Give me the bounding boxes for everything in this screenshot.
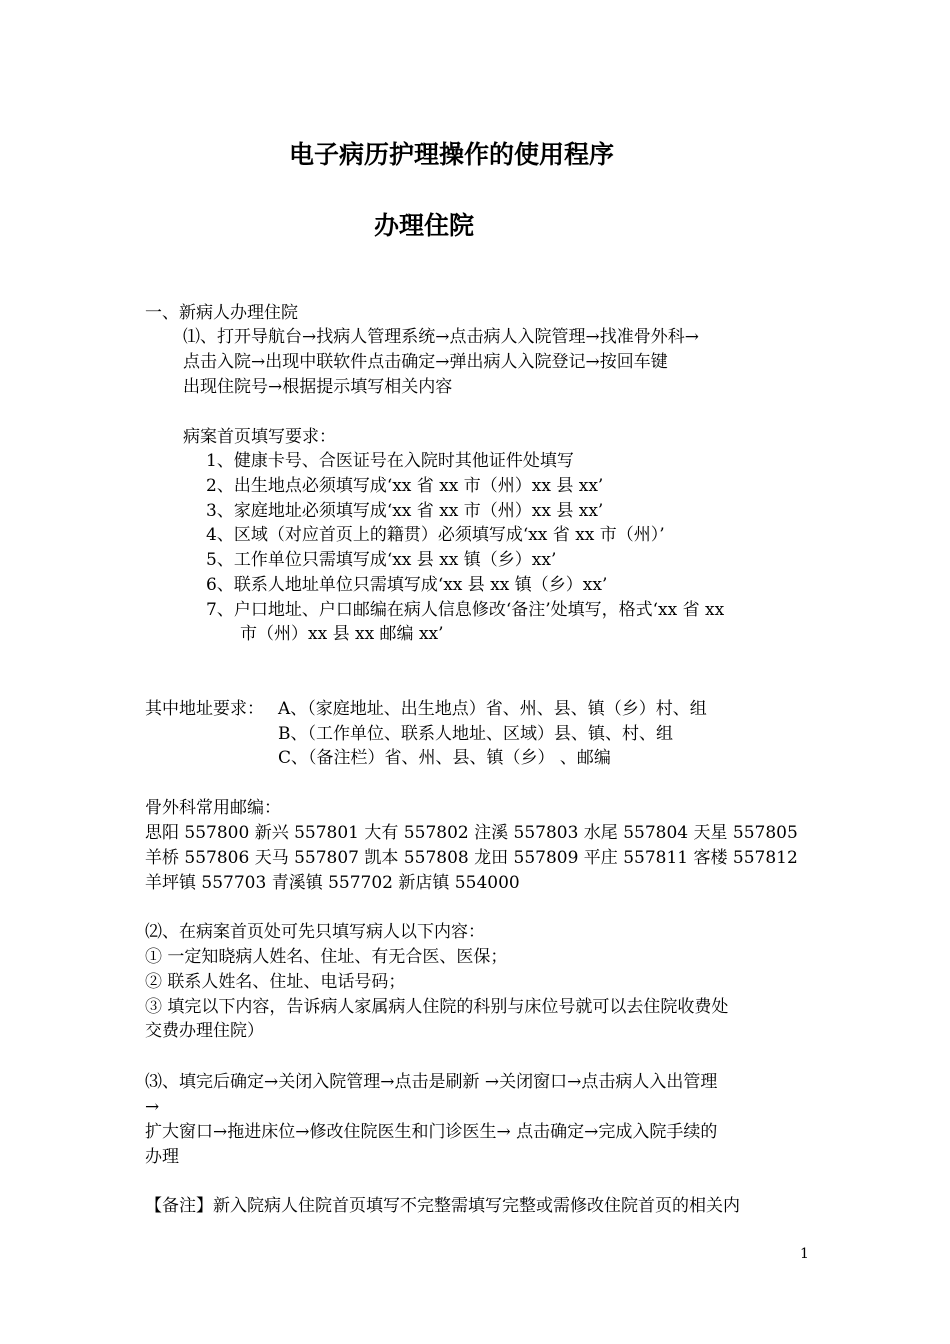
step3-line: 办理 [145,1147,179,1167]
requirement-item: 1、健康卡号、合医证号在入院时其他证件处填写 [206,451,574,471]
address-rule: A、（家庭地址、出生地点）省、州、县、镇（乡）村、组 [278,699,707,719]
section1-heading: 一、新病人办理住院 [145,303,298,323]
step1-line: ⑴、打开导航台→找病人管理系统→点击病人入院管理→找准骨外科→ [183,327,699,347]
address-rule: B、（工作单位、联系人地址、区域）县、镇、村、组 [278,724,673,744]
step3-line: ⑶、填完后确定→关闭入院管理→点击是刷新 →关闭窗口→点击病人入出管理 [145,1072,718,1092]
address-label: 其中地址要求： [145,699,264,719]
requirement-item: 6、联系人地址单位只需填写成‘xx 县 xx 镇（乡）xx’ [206,575,608,595]
step3-line: → [145,1097,160,1117]
step2-item-continued: 交费办理住院） [145,1021,264,1041]
requirements-heading: 病案首页填写要求： [183,427,336,447]
document-subtitle: 办理住院 [374,211,475,240]
note-text: 【备注】新入院病人住院首页填写不完整需填写完整或需修改住院首页的相关内 [145,1196,740,1216]
document-title: 电子病历护理操作的使用程序 [289,140,615,169]
requirement-item: 2、出生地点必须填写成‘xx 省 xx 市（州）xx 县 xx’ [206,476,604,496]
requirement-item: 7、户口地址、户口邮编在病人信息修改‘备注’处填写，格式‘xx 省 xx [206,600,725,620]
step1-line: 点击入院→出现中联软件点击确定→弹出病人入院登记→按回车键 [183,352,668,372]
step3-line: 扩大窗口→拖进床位→修改住院医生和门诊医生→ 点击确定→完成入院手续的 [145,1122,718,1142]
address-rule: C、（备注栏）省、州、县、镇（乡） 、邮编 [278,748,611,768]
requirement-item: 4、区域（对应首页上的籍贯）必须填写成‘xx 省 xx 市（州）’ [206,525,665,545]
postcode-line: 思阳 557800 新兴 557801 大有 557802 注溪 557803 水尾 557804 天星 557805 [145,823,798,843]
postcode-line: 羊桥 557806 天马 557807 凯本 557808 龙田 557809 平庄 557811 客楼 557812 [145,848,798,868]
step2-item: ③ 填完以下内容，告诉病人家属病人住院的科别与床位号就可以去住院收费处 [145,997,729,1017]
step2-item: ① 一定知晓病人姓名、住址、有无合医、医保； [145,947,508,967]
step1-line: 出现住院号→根据提示填写相关内容 [183,377,453,397]
step2-heading: ⑵、在病案首页处可先只填写病人以下内容： [145,922,485,942]
page-number: 1 [800,1246,809,1262]
postcode-line: 羊坪镇 557703 青溪镇 557702 新店镇 554000 [145,873,520,893]
postcodes-heading: 骨外科常用邮编： [145,798,281,818]
step2-item: ② 联系人姓名、住址、电话号码； [145,972,406,992]
requirement-item: 3、家庭地址必须填写成‘xx 省 xx 市（州）xx 县 xx’ [206,501,604,521]
requirement-item-continued: 市（州）xx 县 xx 邮编 xx’ [240,624,444,644]
requirement-item: 5、工作单位只需填写成‘xx 县 xx 镇（乡）xx’ [206,550,557,570]
